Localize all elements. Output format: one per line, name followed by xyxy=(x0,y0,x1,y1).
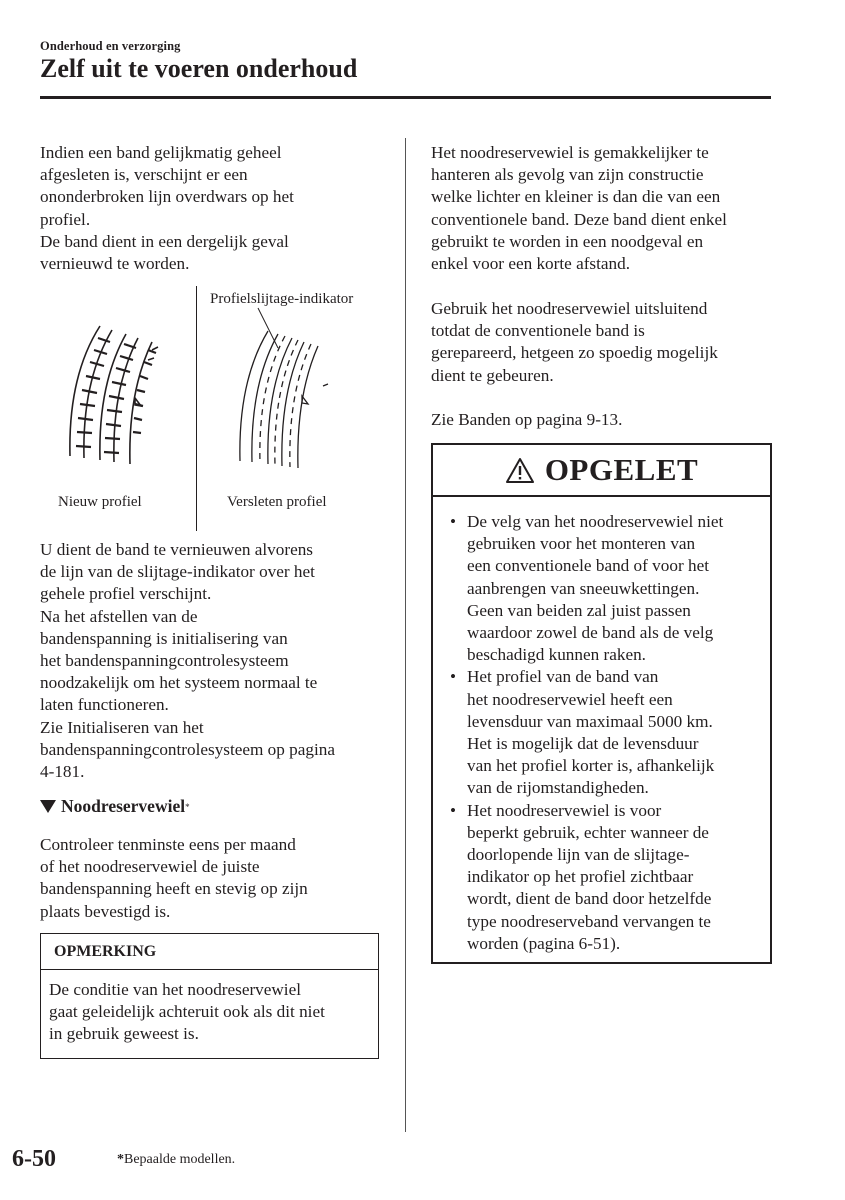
tread-figure xyxy=(40,286,380,536)
warning-title: OPGELET xyxy=(544,452,699,487)
subheading-text: Noodreservewiel xyxy=(61,796,186,816)
warning-header xyxy=(433,445,770,497)
footnote-text: Bepaalde modellen. xyxy=(124,1152,236,1167)
title-rule xyxy=(40,96,771,99)
new-tread-drawing xyxy=(70,326,158,464)
spare-check-paragraph: Controleer tenminste eens per maand of het noodreservewiel de juiste bandenspanning heeft en stevig op zijn plaats bevestigd is. xyxy=(40,835,308,921)
warning-item-text: Het profiel van de band van het noodreservewiel heeft een levensduur van maximaal 5000 km. Het is mogelijk dat de levensduur van het profiel korter is, afhankelijk van de rijomstandigheden. xyxy=(467,667,715,798)
triangle-marker-icon xyxy=(40,800,56,813)
subheading-spare-wheel xyxy=(40,796,190,817)
new-tread-label: Nieuw profiel xyxy=(58,494,142,510)
spare-intro-paragraph: Het noodreservewiel is gemakkelijker te hanteren als gevolg van zijn constructie welke lichter en kleiner is dan die van een conventionele band. Deze band dient enkel gebruikt te worden in een noodgeval en enkel voor een korte afstand. xyxy=(431,143,727,274)
worn-tread-drawing xyxy=(240,331,328,468)
warning-box xyxy=(431,443,772,964)
warning-item xyxy=(433,800,770,955)
reference-paragraph: Zie Banden op pagina 9-13. xyxy=(431,410,623,429)
indicator-label: Profielslijtage-indikator xyxy=(210,291,354,307)
page-title: Zelf uit te voeren onderhoud xyxy=(40,54,358,83)
replacement-paragraph: U dient de band te vernieuwen alvorens de lijn van de slijtage-indikator over het gehele profiel verschijnt. Na het afstellen van de bandenspanning is initialisering van het bandenspanningcontrolesysteem noodzakelijk om het systeem normaal te laten functioneren. Zie Initialiseren van het bandenspanningcontrolesysteem op pagina 4-181. xyxy=(40,540,335,782)
warning-triangle-icon xyxy=(505,457,535,484)
note-box xyxy=(40,933,379,1059)
footnote-mark: * xyxy=(117,1152,124,1167)
page-number: 6-50 xyxy=(12,1146,56,1172)
warning-list xyxy=(433,497,770,955)
note-title: OPMERKING xyxy=(41,934,378,970)
warning-item xyxy=(433,511,770,666)
warning-item-text: De velg van het noodreservewiel niet gebruiken voor het monteren van een conventionele band of voor het aanbrengen van sneeuwkettingen. Geen van beiden zal juist passen waardoor zowel de band als de velg beschadigd kunnen raken. xyxy=(467,512,724,665)
bullet-icon: • xyxy=(450,512,457,531)
column-divider xyxy=(405,138,406,1132)
note-text: De conditie van het noodreservewiel gaat geleidelijk achteruit ook als dit niet in gebruik geweest is. xyxy=(49,980,325,1044)
bullet-icon: • xyxy=(450,800,457,820)
warning-item-text: Het noodreservewiel is voor beperkt gebruik, echter wanneer de doorlopende lijn van de slijtage- indikator op het profiel zichtbaar wordt, dient de band door hetzelfde type noodreserveband vervangen te worden (pagina 6-51). xyxy=(467,800,712,953)
indicator-leader-line xyxy=(258,308,278,348)
warning-item xyxy=(433,666,770,799)
figure-divider xyxy=(196,286,197,531)
subheading-footnote-mark: * xyxy=(185,801,190,812)
intro-paragraph: Indien een band gelijkmatig geheel afgesleten is, verschijnt er een ononderbroken lijn overdwars op het profiel. De band dient in een dergelijk geval vernieuwd te worden. xyxy=(40,143,294,274)
bullet-icon: • xyxy=(450,667,457,687)
section-label: Onderhoud en verzorging xyxy=(40,39,181,53)
spare-usage-paragraph: Gebruik het noodreservewiel uitsluitend totdat de conventionele band is gerepareerd, hetgeen zo spoedig mogelijk dient te gebeuren. xyxy=(431,299,718,385)
worn-tread-label: Versleten profiel xyxy=(227,494,327,510)
footnote xyxy=(117,1152,235,1168)
